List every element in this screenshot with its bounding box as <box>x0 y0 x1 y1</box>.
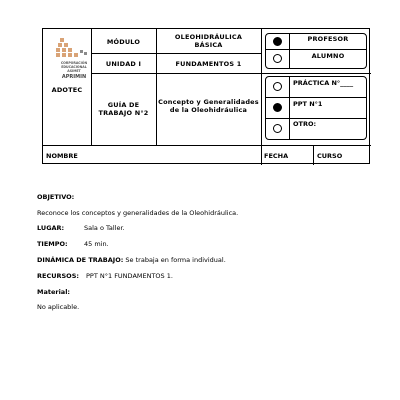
recursos-label: RECURSOS: <box>37 272 79 280</box>
nombre-label: NOMBRE <box>46 152 78 160</box>
modulo-value-line1: OLEOHIDRÁULICA <box>174 33 243 41</box>
practica-radio[interactable] <box>273 82 282 91</box>
adotec-label: ADOTEC <box>51 86 83 94</box>
logo-line: EDUCACIONAL <box>61 65 87 69</box>
divider <box>261 73 371 74</box>
objetivo-label: OBJETIVO: <box>37 193 75 201</box>
divider <box>91 53 261 54</box>
profesor-label: PROFESOR <box>307 35 349 43</box>
material-label: Material: <box>37 288 71 296</box>
concepto-line2: de la Oleohidráulica <box>169 106 248 114</box>
alumno-radio[interactable] <box>273 54 282 63</box>
logo-line: ASIMET <box>67 69 81 73</box>
guia-label-line2: TRABAJO N°2 <box>98 109 149 117</box>
modulo-value-line2: BÁSICA <box>194 41 223 49</box>
dinamica-value: Se trabaja en forma individual. <box>125 256 226 264</box>
guia-label-line1: GUÍA DE <box>107 101 140 109</box>
header-table <box>42 28 370 164</box>
curso-label: CURSO <box>317 152 343 160</box>
divider <box>313 145 314 165</box>
ppt-radio[interactable] <box>273 103 282 112</box>
otro-radio[interactable] <box>273 124 282 133</box>
tiempo-value: 45 min. <box>84 240 109 248</box>
recursos-value: PPT N°1 FUNDAMENTOS 1. <box>86 272 173 280</box>
material-value: No aplicable. <box>37 303 80 311</box>
divider <box>266 97 366 98</box>
logo-line: APRIMIN <box>61 74 87 80</box>
concepto-line1: Concepto y Generalidades <box>158 98 259 106</box>
lugar-value: Sala o Taller. <box>84 224 125 232</box>
unidad-value: FUNDAMENTOS 1 <box>175 60 242 68</box>
divider <box>289 76 290 140</box>
modulo-label: MÓDULO <box>106 38 141 46</box>
divider <box>266 118 366 119</box>
tiempo-label: TIEMPO: <box>37 240 68 248</box>
ppt-label: PPT N°1 <box>293 100 323 108</box>
dinamica-label: DINÁMICA DE TRABAJO: <box>37 256 124 264</box>
divider <box>91 73 261 74</box>
profesor-radio[interactable] <box>273 37 282 46</box>
logo-line: CORPORACIÓN <box>60 61 88 65</box>
alumno-label: ALUMNO <box>311 52 345 60</box>
divider <box>43 145 371 146</box>
objetivo-text: Reconoce los conceptos y generalidades de la Oleohidráulica. <box>37 209 239 217</box>
otro-label: OTRO: <box>293 120 317 128</box>
dinamica-row <box>37 256 226 264</box>
corporacion-logo <box>52 36 96 84</box>
lugar-label: LUGAR: <box>37 224 65 232</box>
practica-label: PRÁCTICA N°____ <box>293 79 354 87</box>
divider <box>266 49 366 50</box>
unidad-label: UNIDAD I <box>105 60 142 68</box>
fecha-label: FECHA <box>264 152 289 160</box>
